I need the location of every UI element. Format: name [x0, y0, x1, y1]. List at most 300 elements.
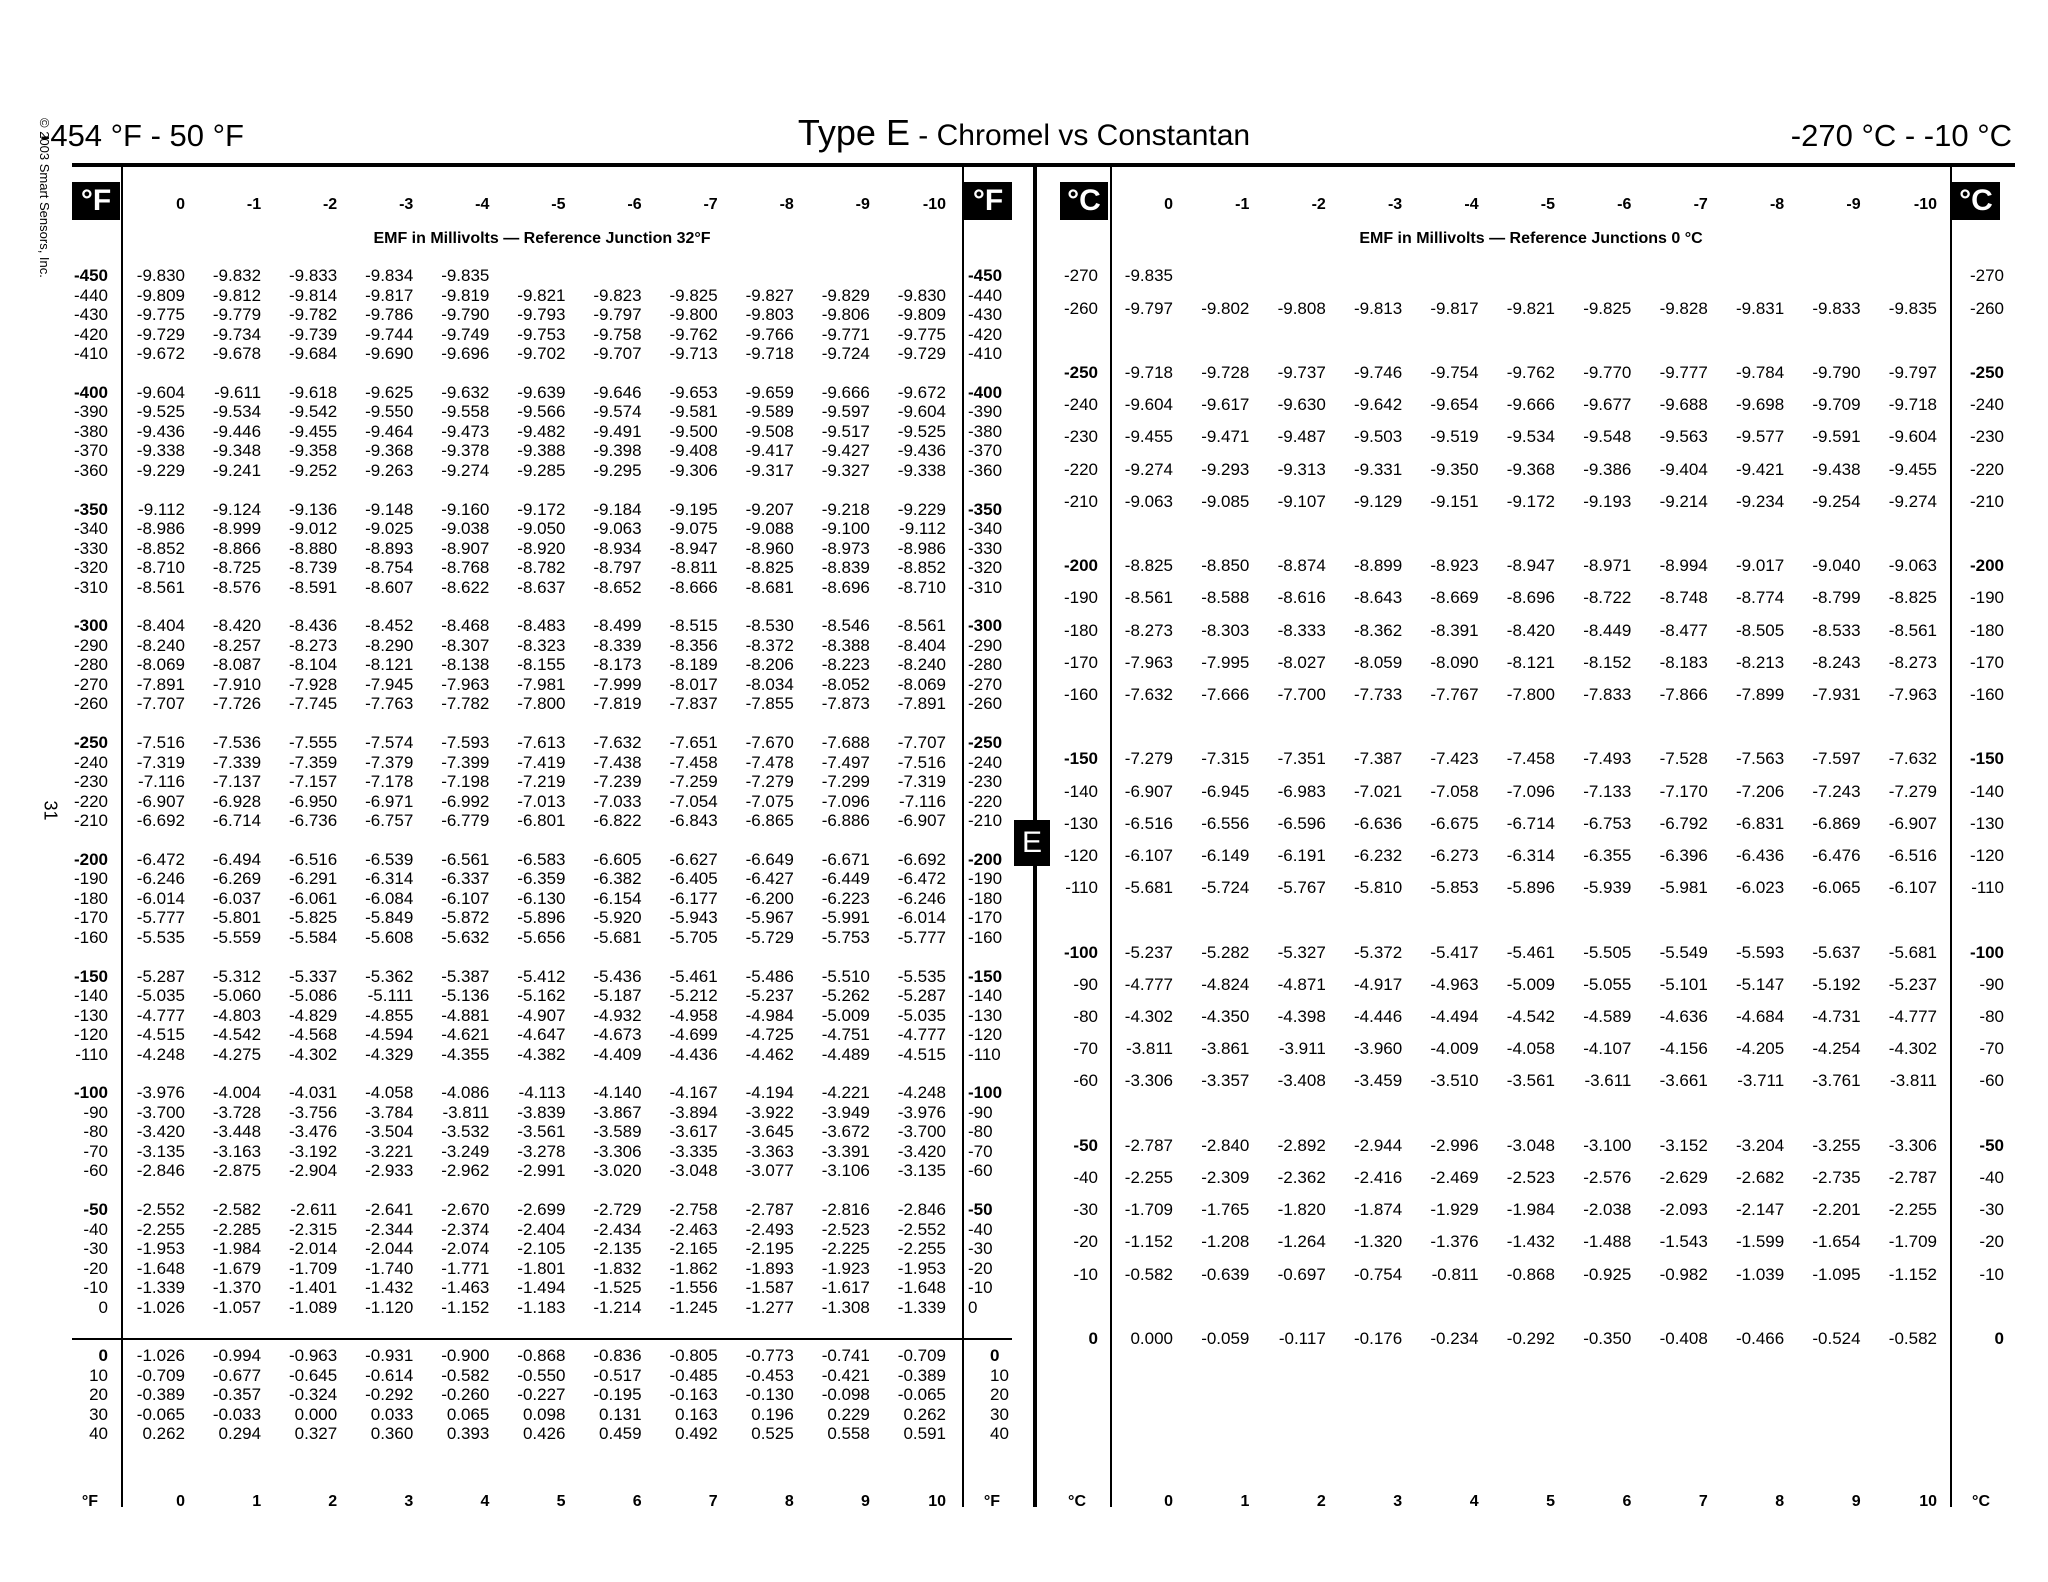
f-cell: -4.829 — [288, 1005, 338, 1025]
c-cell: -4.871 — [1277, 974, 1326, 994]
f-cell: -7.157 — [288, 772, 338, 792]
f-cell: -9.833 — [288, 266, 338, 285]
f-cell: -9.574 — [593, 402, 642, 422]
f-row-label: -310 — [73, 577, 108, 597]
c-cell: -6.983 — [1277, 781, 1326, 801]
f-cell: -6.928 — [212, 791, 262, 811]
f-cell: -6.971 — [365, 791, 414, 811]
f-cell: -6.472 — [897, 869, 946, 889]
f-cell: -4.275 — [212, 1044, 262, 1064]
f-cell: -9.295 — [593, 460, 642, 480]
f-pos-row-label: 0 — [98, 1346, 108, 1365]
f-cell: -5.436 — [593, 966, 642, 986]
f-cell: -8.852 — [897, 558, 946, 578]
f-cell: -9.775 — [136, 305, 185, 325]
f-cell: -8.811 — [670, 558, 718, 578]
f-cell: -1.893 — [745, 1258, 794, 1278]
f-cell: -6.246 — [897, 888, 946, 908]
c-cell: -1.709 — [1124, 1200, 1173, 1220]
c-col-head: -8 — [1769, 196, 1785, 213]
c-cell: -2.147 — [1735, 1200, 1785, 1220]
f-cell: -7.819 — [593, 694, 642, 714]
f-cell: -3.561 — [517, 1122, 566, 1142]
c-cell: -4.963 — [1430, 974, 1479, 994]
f-pos-row-label-right: 40 — [990, 1424, 1009, 1444]
f-cell: -7.800 — [517, 694, 566, 714]
f-row-label-right: -110 — [968, 1044, 1001, 1064]
f-cell: -5.412 — [517, 966, 566, 986]
f-cell: -4.673 — [593, 1025, 642, 1045]
f-cell: -9.639 — [517, 382, 566, 402]
f-cell: -9.830 — [136, 266, 185, 285]
c-cell: -8.059 — [1353, 652, 1403, 672]
c-cell: -5.549 — [1659, 942, 1708, 962]
c-cell: -7.800 — [1506, 684, 1555, 704]
c-cell: -8.477 — [1659, 620, 1708, 640]
f-cell: -1.245 — [669, 1297, 718, 1317]
c-cell: -8.971 — [1583, 556, 1632, 576]
c-cell: -2.629 — [1659, 1167, 1708, 1187]
f-cell: -7.763 — [365, 694, 414, 714]
f-row-label-right: -380 — [968, 421, 1003, 441]
f-cell: -9.500 — [669, 421, 718, 441]
f-row-label: -140 — [73, 986, 108, 1006]
c-cell: -6.191 — [1277, 845, 1326, 865]
c-cell: -6.675 — [1430, 813, 1479, 833]
c-cell: -2.576 — [1583, 1167, 1632, 1187]
f-row-label-right: -310 — [968, 577, 1003, 597]
c-cell: -9.754 — [1430, 362, 1479, 382]
f-cell: -4.855 — [365, 1005, 414, 1025]
f-row-label-right: -70 — [968, 1141, 993, 1161]
f-pos-cell: -1.026 — [136, 1346, 185, 1365]
c-cell: -9.193 — [1583, 491, 1632, 511]
f-cell: -9.823 — [593, 285, 642, 305]
f-cell: -5.212 — [669, 986, 718, 1006]
f-row-label-right: -370 — [968, 441, 1003, 461]
f-cell: -1.771 — [441, 1258, 490, 1278]
f-cell: -9.786 — [365, 305, 414, 325]
f-col-foot: 2 — [328, 1493, 338, 1510]
f-cell: -9.063 — [593, 519, 642, 539]
f-col-foot: 5 — [556, 1493, 566, 1510]
c-cell: -9.746 — [1353, 362, 1403, 382]
f-cell: -2.816 — [821, 1200, 870, 1219]
c-cell: -5.681 — [1888, 942, 1937, 962]
f-cell: -2.404 — [517, 1219, 566, 1239]
f-pos-cell: -0.805 — [669, 1346, 718, 1365]
f-cell: -2.699 — [517, 1200, 566, 1219]
f-cell: -4.167 — [669, 1083, 718, 1103]
c-cell: -9.654 — [1430, 395, 1479, 415]
c-row-label-right: -230 — [1969, 427, 2004, 447]
f-cell: -7.855 — [745, 694, 794, 714]
f-cell: -7.981 — [517, 674, 566, 694]
f-cell: -1.277 — [745, 1297, 794, 1317]
page-title — [0, 112, 2048, 154]
c-cell: -3.152 — [1659, 1135, 1708, 1155]
title-type: Type E — [797, 112, 910, 153]
f-cell: -6.314 — [365, 869, 414, 889]
f-cell: -8.880 — [288, 538, 338, 558]
c-cell: -6.065 — [1812, 878, 1861, 898]
c-row-label: -200 — [1063, 556, 1098, 576]
f-cell: -2.074 — [441, 1239, 490, 1259]
f-cell: -9.589 — [745, 402, 794, 422]
c-cell: -6.516 — [1888, 845, 1937, 865]
c-cell: -5.009 — [1506, 974, 1555, 994]
f-cell: -9.436 — [136, 421, 185, 441]
f-row-label-right: -270 — [968, 674, 1003, 694]
f-cell: -2.582 — [212, 1200, 262, 1219]
f-cell: -4.436 — [669, 1044, 718, 1064]
c-cell: -7.833 — [1583, 684, 1632, 704]
c-cell: -7.021 — [1353, 781, 1403, 801]
f-cell: -9.124 — [212, 499, 262, 519]
c-cell: -7.387 — [1353, 749, 1403, 769]
f-cell: -5.849 — [365, 908, 414, 928]
c-cell: -8.874 — [1277, 556, 1326, 576]
f-cell: -8.515 — [669, 616, 718, 636]
f-cell: -8.696 — [821, 577, 870, 597]
f-cell: -7.116 — [138, 772, 185, 792]
f-cell: -2.463 — [669, 1219, 718, 1239]
f-cell: -1.587 — [745, 1278, 794, 1298]
c-cell: -7.058 — [1430, 781, 1479, 801]
c-cell: -1.208 — [1201, 1232, 1250, 1252]
f-row-label-right: -50 — [968, 1200, 993, 1219]
f-cell: -7.013 — [517, 791, 566, 811]
f-col-head: -3 — [399, 196, 414, 213]
f-cell: -3.976 — [897, 1102, 946, 1122]
c-row-label: -100 — [1063, 942, 1098, 962]
f-cell: -2.991 — [517, 1161, 566, 1181]
f-cell: -5.337 — [288, 966, 338, 986]
fahrenheit-range: -454 °F - 50 °F — [40, 118, 244, 153]
f-cell: -6.269 — [212, 869, 262, 889]
f-zero-rule — [72, 1338, 1012, 1340]
f-cell: -7.999 — [593, 674, 642, 694]
f-cell: -9.702 — [517, 344, 566, 364]
f-cell: -4.515 — [136, 1025, 185, 1045]
f-cell: -9.075 — [669, 519, 718, 539]
c-cell: -9.718 — [1124, 362, 1173, 382]
f-cell: -7.339 — [212, 752, 262, 772]
f-cell: -6.014 — [136, 888, 185, 908]
c-cell: -9.404 — [1659, 459, 1708, 479]
f-cell: -7.178 — [365, 772, 414, 792]
c-row-label: -70 — [1073, 1039, 1098, 1059]
f-cell: -7.837 — [669, 694, 718, 714]
f-row-label-right: -450 — [968, 266, 1003, 285]
f-pos-cell: 0.262 — [142, 1424, 185, 1444]
f-cell: -6.692 — [897, 849, 946, 869]
f-col-head: 0 — [176, 196, 185, 213]
c-cell: -2.996 — [1430, 1135, 1479, 1155]
f-cell: -3.645 — [745, 1122, 794, 1142]
f-row-label: -380 — [73, 421, 108, 441]
f-cell: -8.839 — [821, 558, 870, 578]
c-cell: -9.737 — [1277, 362, 1326, 382]
f-cell: -5.777 — [897, 927, 946, 947]
c-cell: -9.825 — [1583, 298, 1632, 318]
c-cell: -0.582 — [1124, 1264, 1173, 1284]
f-row-label: -410 — [73, 344, 108, 364]
c-row-label-right: -270 — [1969, 266, 2004, 285]
f-cell: -9.358 — [288, 441, 338, 461]
c-cell: -1.874 — [1353, 1200, 1403, 1220]
f-cell: -8.339 — [593, 635, 642, 655]
f-cell: -7.910 — [212, 674, 262, 694]
f-cell: -9.659 — [745, 382, 794, 402]
f-row-label: -90 — [83, 1102, 108, 1122]
f-cell: -8.052 — [821, 674, 870, 694]
c-cell: -3.661 — [1659, 1071, 1708, 1091]
f-cell: -4.777 — [136, 1005, 185, 1025]
f-col-head: -1 — [246, 196, 262, 213]
c-row-label: 0 — [1088, 1328, 1098, 1348]
f-cell: -5.035 — [136, 986, 185, 1006]
f-col-head: -4 — [475, 196, 490, 213]
c-row-label-right: -160 — [1969, 684, 2004, 704]
f-cell: -9.558 — [441, 402, 490, 422]
c-cell: -1.039 — [1735, 1264, 1785, 1284]
header-rule — [72, 163, 2015, 167]
c-cell: -7.423 — [1430, 749, 1479, 769]
f-cell: -9.806 — [821, 305, 870, 325]
c-col-foot: 7 — [1698, 1493, 1708, 1510]
f-cell: -5.362 — [365, 966, 414, 986]
c-cell: -9.821 — [1506, 298, 1555, 318]
f-cell: -5.237 — [745, 986, 794, 1006]
c-col-head: -6 — [1617, 196, 1632, 213]
f-pos-cell: -0.324 — [288, 1385, 338, 1405]
f-row-label: -400 — [73, 382, 108, 402]
f-row-label-right: -30 — [968, 1239, 993, 1259]
f-cell: -7.516 — [136, 733, 185, 752]
f-cell: -9.207 — [745, 499, 794, 519]
f-cell: -8.356 — [669, 635, 718, 655]
f-pos-cell: 0.294 — [218, 1424, 262, 1444]
f-cell: -1.339 — [136, 1278, 185, 1298]
f-cell: -3.922 — [745, 1102, 794, 1122]
f-cell: -9.112 — [899, 519, 946, 539]
f-pos-cell: 0.163 — [675, 1404, 718, 1424]
f-cell: -3.135 — [897, 1161, 946, 1181]
c-cell: -1.543 — [1659, 1232, 1708, 1252]
c-row-label: -50 — [1073, 1135, 1098, 1155]
f-foot-unit-left: °F — [81, 1493, 98, 1510]
f-cell: -3.700 — [136, 1102, 185, 1122]
f-cell: -9.348 — [212, 441, 262, 461]
f-cell: -1.679 — [212, 1258, 262, 1278]
c-row-label: -150 — [1063, 749, 1098, 769]
c-cell: -9.831 — [1735, 298, 1785, 318]
c-cell: -8.449 — [1583, 620, 1632, 640]
f-cell: -2.165 — [669, 1239, 718, 1259]
c-cell: -3.306 — [1888, 1135, 1937, 1155]
f-cell: -7.688 — [821, 733, 870, 752]
f-cell: -1.026 — [136, 1297, 185, 1317]
f-pos-cell: -0.033 — [212, 1404, 262, 1424]
c-cell: -5.147 — [1735, 974, 1785, 994]
f-cell: -1.923 — [821, 1258, 870, 1278]
f-cell: -4.462 — [745, 1044, 794, 1064]
c-cell: -5.810 — [1353, 878, 1403, 898]
f-row-label: -150 — [73, 966, 108, 986]
f-cell: -5.035 — [897, 1005, 946, 1025]
c-cell: -6.792 — [1659, 813, 1708, 833]
c-row-label-right: -170 — [1969, 652, 2004, 672]
c-cell: -2.944 — [1353, 1135, 1403, 1155]
c-cell: -9.808 — [1277, 298, 1326, 318]
f-col-foot: 1 — [252, 1493, 262, 1510]
f-row-label: 0 — [98, 1297, 108, 1317]
c-cell: -8.362 — [1353, 620, 1403, 640]
c-cell: -2.787 — [1124, 1135, 1173, 1155]
c-row-label-right: -150 — [1969, 749, 2004, 769]
f-cell: -6.801 — [517, 811, 566, 831]
f-pos-cell: 0.492 — [675, 1424, 718, 1444]
c-row-label-right: -10 — [1979, 1264, 2004, 1284]
c-col-head: -5 — [1540, 196, 1555, 213]
c-col-foot: 10 — [1919, 1493, 1937, 1510]
f-row-label-right: -350 — [968, 499, 1003, 519]
f-cell: -4.984 — [745, 1005, 794, 1025]
f-cell: -3.949 — [821, 1102, 870, 1122]
f-cell: -5.681 — [593, 927, 642, 947]
f-cell: -9.241 — [212, 460, 262, 480]
f-cell: -4.932 — [593, 1005, 642, 1025]
f-cell: -6.472 — [136, 849, 185, 869]
c-row-label: -190 — [1063, 588, 1098, 608]
c-cell: -6.869 — [1812, 813, 1861, 833]
f-cell: -5.486 — [745, 966, 794, 986]
c-cell: -9.293 — [1201, 459, 1250, 479]
f-cell: -9.739 — [288, 324, 338, 344]
c-cell: -7.700 — [1277, 684, 1326, 704]
f-row-label-right: -180 — [968, 888, 1003, 908]
c-cell: -1.765 — [1201, 1200, 1250, 1220]
f-cell: -2.374 — [441, 1219, 490, 1239]
f-cell: -9.653 — [669, 382, 718, 402]
f-row-label: -10 — [83, 1278, 108, 1298]
f-cell: -8.483 — [517, 616, 566, 636]
c-cell: -3.048 — [1506, 1135, 1555, 1155]
c-cell: -7.931 — [1812, 684, 1861, 704]
c-row-label-right: -100 — [1969, 942, 2004, 962]
f-cell: -8.499 — [593, 616, 642, 636]
c-cell: -4.446 — [1353, 1006, 1403, 1026]
f-row-label: -160 — [73, 927, 108, 947]
f-cell: -2.014 — [288, 1239, 338, 1259]
c-cell: -7.528 — [1659, 749, 1708, 769]
f-cell: -6.449 — [821, 869, 870, 889]
c-cell: -5.939 — [1583, 878, 1632, 898]
f-cell: -9.809 — [136, 285, 185, 305]
c-cell: -5.461 — [1506, 942, 1555, 962]
c-cell: -3.357 — [1201, 1071, 1250, 1091]
c-cell: -4.302 — [1888, 1039, 1937, 1059]
c-col-head: -2 — [1311, 196, 1326, 213]
f-pos-cell: -0.868 — [517, 1346, 566, 1365]
f-cell: -3.476 — [288, 1122, 338, 1142]
f-cell: -9.618 — [288, 382, 338, 402]
c-cell: -1.376 — [1430, 1232, 1479, 1252]
f-cell: -8.797 — [593, 558, 642, 578]
c-row-label-right: -50 — [1979, 1135, 2004, 1155]
f-cell: -9.800 — [669, 305, 718, 325]
f-cell: -4.302 — [288, 1044, 338, 1064]
f-cell: -8.561 — [136, 577, 185, 597]
f-cell: -7.319 — [136, 752, 185, 772]
f-pos-cell: -0.163 — [669, 1385, 718, 1405]
f-cell: -9.025 — [365, 519, 414, 539]
f-pos-row-label: 20 — [89, 1385, 108, 1405]
f-pos-cell: -0.773 — [745, 1346, 794, 1365]
c-cell: -9.548 — [1583, 427, 1632, 447]
f-pos-cell: -0.741 — [821, 1346, 870, 1365]
f-cell: -7.198 — [441, 772, 490, 792]
f-cell: -3.756 — [288, 1102, 338, 1122]
c-cell: -5.101 — [1659, 974, 1708, 994]
f-pos-cell: -0.963 — [288, 1346, 338, 1365]
f-pos-cell: -0.614 — [365, 1365, 414, 1385]
f-cell: -9.327 — [821, 460, 870, 480]
f-cell: -6.223 — [821, 888, 870, 908]
c-cell: -4.058 — [1506, 1039, 1555, 1059]
c-cell: -9.151 — [1430, 491, 1479, 511]
f-cell: -9.229 — [136, 460, 185, 480]
f-cell: -7.555 — [288, 733, 338, 752]
c-cell: -6.556 — [1201, 813, 1250, 833]
f-col-head: -2 — [322, 196, 338, 213]
f-cell: -3.249 — [441, 1141, 490, 1161]
c-cell: -9.386 — [1583, 459, 1632, 479]
c-cell: -9.017 — [1735, 556, 1785, 576]
f-cell: -8.681 — [745, 577, 794, 597]
c-cell: -8.391 — [1430, 620, 1479, 640]
f-cell: -8.404 — [136, 616, 185, 636]
f-cell: -4.777 — [897, 1025, 946, 1045]
c-cell: -3.911 — [1278, 1039, 1326, 1059]
c-cell: -3.306 — [1124, 1071, 1173, 1091]
f-cell: -8.920 — [517, 538, 566, 558]
c-cell: -7.170 — [1659, 781, 1708, 801]
c-foot-unit-left: °C — [1068, 1493, 1086, 1510]
f-pos-cell: -0.550 — [517, 1365, 566, 1385]
f-cell: -4.221 — [821, 1083, 870, 1103]
c-cell: -9.563 — [1659, 427, 1708, 447]
f-row-label: -240 — [73, 752, 108, 772]
f-cell: -9.378 — [441, 441, 490, 461]
c-cell: -5.724 — [1201, 878, 1250, 898]
c-cell: -6.945 — [1201, 781, 1250, 801]
f-cell: -8.223 — [821, 655, 870, 675]
f-cell: -8.017 — [669, 674, 718, 694]
c-cell: -9.604 — [1124, 395, 1173, 415]
f-cell: -6.405 — [669, 869, 718, 889]
f-cell: -4.621 — [441, 1025, 490, 1045]
f-row-label: -170 — [73, 908, 108, 928]
c-cell: -0.697 — [1277, 1264, 1326, 1284]
f-cell: -9.793 — [517, 305, 566, 325]
c-cell: -9.728 — [1201, 362, 1250, 382]
f-cell: -5.111 — [367, 986, 414, 1006]
f-row-label-right: -40 — [968, 1219, 993, 1239]
c-cell: -5.372 — [1353, 942, 1403, 962]
f-cell: -2.195 — [745, 1239, 794, 1259]
